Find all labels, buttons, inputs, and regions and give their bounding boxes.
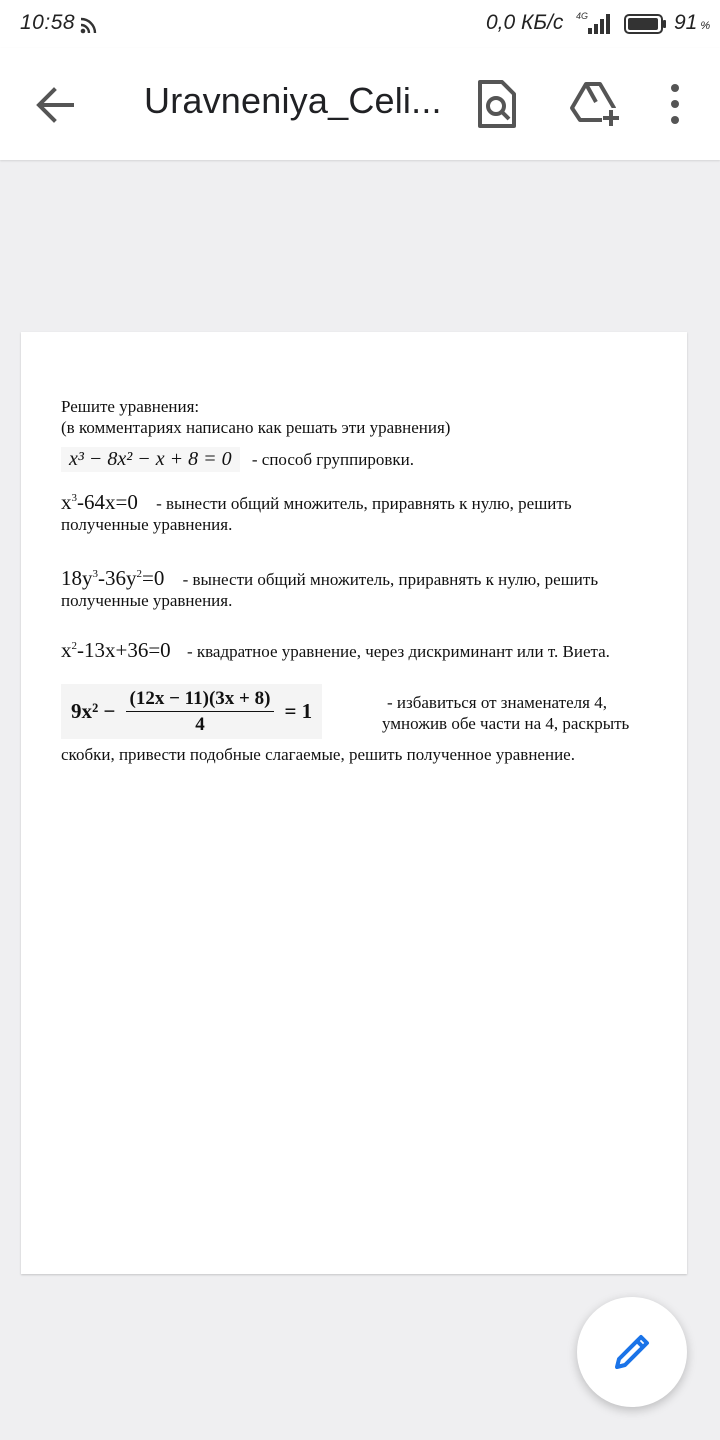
- equation-2: $x^3-64x=0$: [61, 490, 138, 514]
- equation-4: $x^2-13x+36=0$: [61, 638, 171, 662]
- equation-2-row: [61, 488, 661, 535]
- document-content: [61, 396, 661, 765]
- signal-icon: [574, 10, 614, 38]
- equation-3-row: [61, 564, 661, 611]
- task-heading: Решите уравнения:: [61, 397, 200, 416]
- equation-5-rhs: = 1: [284, 699, 313, 723]
- add-to-drive-icon[interactable]: [566, 76, 622, 132]
- equation-3-comment: - вынести общий множитель, приравнять к нулю, решить полученные уравнения.: [61, 570, 599, 610]
- equation-4-row: [61, 636, 661, 662]
- equation-5-comment-line1: - избавиться от знаменателя 4,: [387, 693, 607, 712]
- fraction-numerator: (12x − 11)(3x + 8): [126, 688, 275, 712]
- svg-text:4G: 4G: [576, 11, 589, 21]
- network-speed: 0,0 КБ/с: [486, 11, 564, 34]
- status-bar: [0, 0, 720, 48]
- document-page[interactable]: [21, 332, 687, 1274]
- task-subheading: (в комментариях написано как решать эти уравнения): [61, 418, 451, 437]
- equation-5-comment-line3: скобки, привести подобные слагаемые, решить полученное уравнение.: [61, 745, 575, 764]
- equation-5-fraction: [126, 688, 275, 735]
- battery-icon: [624, 13, 668, 35]
- equation-2-comment: - вынести общий множитель, приравнять к нулю, решить полученные уравнения.: [61, 494, 572, 534]
- edit-button[interactable]: [577, 1297, 687, 1407]
- equation-3: $18y^3-36y^2=0$: [61, 566, 165, 590]
- fraction-denominator: 4: [195, 714, 205, 735]
- equation-5-row: [61, 684, 661, 744]
- battery-level: 91 %: [674, 11, 711, 34]
- edit-pencil-icon: [609, 1329, 655, 1375]
- find-in-page-icon[interactable]: [470, 76, 522, 132]
- equation-1-comment: - способ группировки.: [251, 450, 414, 469]
- equation-1-row: [61, 447, 661, 472]
- document-title: Uravneniya_Celi...: [144, 80, 442, 121]
- equation-5-image: [61, 684, 322, 739]
- equation-5-comment-line2: умножив обе части на 4, раскрыть: [382, 714, 630, 733]
- status-time: 10:58: [20, 11, 76, 34]
- equation-5-lhs: 9x² −: [71, 699, 116, 723]
- app-bar: [0, 48, 720, 160]
- cast-icon: [80, 14, 100, 34]
- more-vert-icon[interactable]: [660, 78, 690, 130]
- equation-4-comment: - квадратное уравнение, через дискриминант или т. Виета.: [186, 642, 610, 661]
- back-arrow-icon[interactable]: [30, 82, 80, 128]
- equation-1-image: x³ − 8x² − x + 8 = 0: [61, 447, 240, 472]
